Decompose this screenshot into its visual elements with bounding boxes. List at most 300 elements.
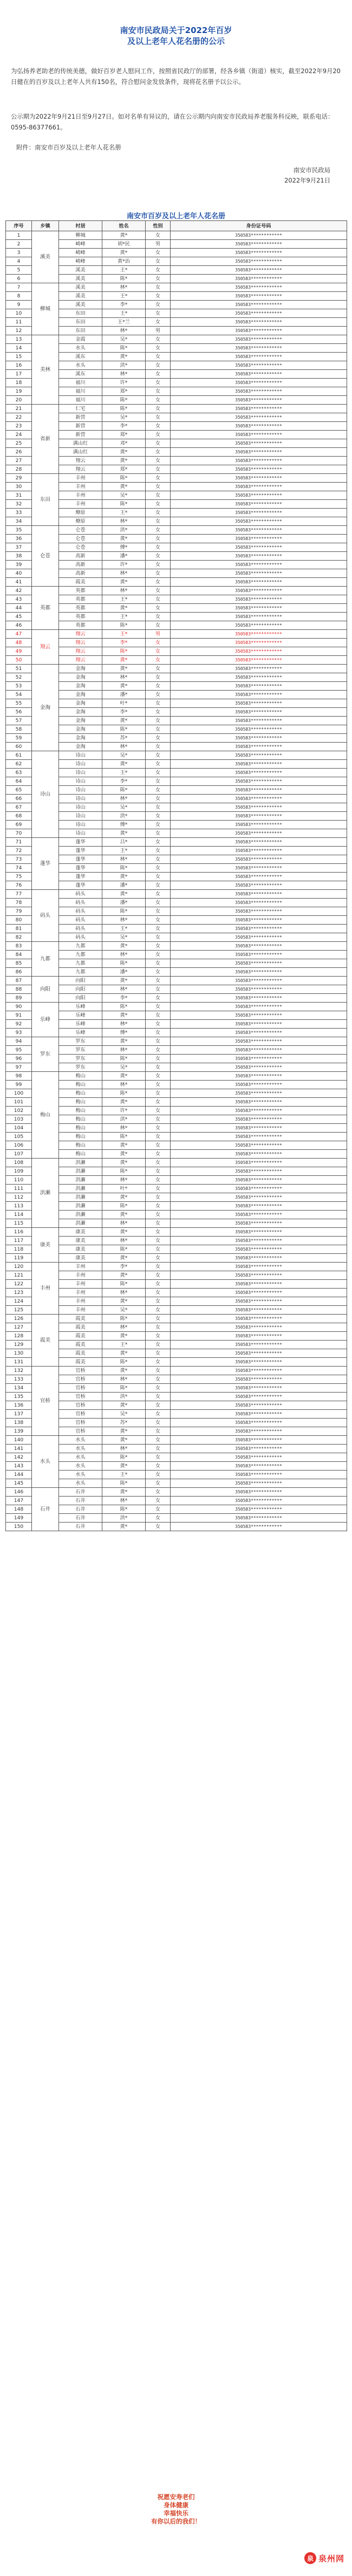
cell-gender: 女 xyxy=(146,353,171,361)
cell-name: 王* xyxy=(102,292,146,301)
cell-name: 陈* xyxy=(102,1055,146,1063)
cell-gender: 男 xyxy=(146,630,171,639)
cell-village: 金淘 xyxy=(59,673,102,682)
table-row xyxy=(6,942,347,951)
cell-index: 114 xyxy=(6,1211,32,1219)
cell-index: 8 xyxy=(6,292,32,301)
cell-index: 69 xyxy=(6,821,32,829)
cell-index: 123 xyxy=(6,1289,32,1297)
cell-index: 21 xyxy=(6,405,32,413)
cell-id-number: 350583************ xyxy=(171,803,347,812)
cell-gender: 女 xyxy=(146,422,171,431)
cell-index: 92 xyxy=(6,1020,32,1029)
cell-gender: 女 xyxy=(146,994,171,1003)
cell-index: 5 xyxy=(6,266,32,275)
cell-name: 黄* xyxy=(102,1011,146,1020)
cell-gender: 女 xyxy=(146,465,171,474)
cell-id-number: 350583************ xyxy=(171,899,347,907)
cell-village: 丰州 xyxy=(59,1271,102,1280)
cell-village: 诗山 xyxy=(59,760,102,769)
cell-name: 王* xyxy=(102,595,146,604)
cell-id-number: 350583************ xyxy=(171,1055,347,1063)
cell-gender: 女 xyxy=(146,1445,171,1453)
cell-village: 石井 xyxy=(59,1514,102,1523)
cell-name: 黄* xyxy=(102,717,146,725)
cell-gender: 女 xyxy=(146,1263,171,1271)
cell-gender: 女 xyxy=(146,691,171,699)
cell-id-number: 350583************ xyxy=(171,1020,347,1029)
table-row xyxy=(6,587,347,595)
cell-id-number: 350583************ xyxy=(171,405,347,413)
cell-id-number: 350583************ xyxy=(171,613,347,621)
cell-name: 吴* xyxy=(102,803,146,812)
cell-name: 洪* xyxy=(102,526,146,535)
cell-id-number: 350583************ xyxy=(171,977,347,985)
cell-name: 黄* xyxy=(102,483,146,491)
cell-gender: 女 xyxy=(146,717,171,725)
cell-id-number: 350583************ xyxy=(171,1245,347,1254)
cell-village: 石井 xyxy=(59,1505,102,1514)
cell-village: 罗东 xyxy=(59,1055,102,1063)
cell-village: 蓬华 xyxy=(59,838,102,847)
cell-gender: 女 xyxy=(146,1401,171,1410)
cell-index: 83 xyxy=(6,942,32,951)
cell-index: 85 xyxy=(6,959,32,968)
cell-index: 59 xyxy=(6,734,32,743)
cell-gender: 女 xyxy=(146,1081,171,1089)
cell-id-number: 350583************ xyxy=(171,621,347,630)
cell-index: 34 xyxy=(6,517,32,526)
cell-gender: 女 xyxy=(146,1211,171,1219)
cell-name: 许* xyxy=(102,379,146,387)
cell-id-number: 350583************ xyxy=(171,985,347,994)
cell-index: 81 xyxy=(6,925,32,933)
cell-gender: 女 xyxy=(146,682,171,691)
cell-town: 金淘 xyxy=(32,665,59,751)
cell-id-number: 350583************ xyxy=(171,1237,347,1245)
cell-village: 梅山 xyxy=(59,1124,102,1133)
cell-id-number: 350583************ xyxy=(171,881,347,890)
cell-id-number: 350583************ xyxy=(171,994,347,1003)
cell-id-number: 350583************ xyxy=(171,751,347,760)
cell-gender: 女 xyxy=(146,821,171,829)
cell-id-number: 350583************ xyxy=(171,743,347,751)
cell-gender: 女 xyxy=(146,743,171,751)
cell-id-number: 350583************ xyxy=(171,1211,347,1219)
cell-gender: 女 xyxy=(146,1029,171,1037)
cell-village: 英都 xyxy=(59,595,102,604)
cell-name: 王* xyxy=(102,1341,146,1349)
cell-gender: 女 xyxy=(146,907,171,916)
cell-village: 霞美 xyxy=(59,1349,102,1358)
cell-index: 45 xyxy=(6,613,32,621)
cell-name: 陈* xyxy=(102,474,146,483)
cell-index: 112 xyxy=(6,1193,32,1202)
cell-gender: 女 xyxy=(146,457,171,465)
cell-id-number: 350583************ xyxy=(171,1046,347,1055)
cell-gender: 女 xyxy=(146,1471,171,1479)
cell-id-number: 350583************ xyxy=(171,673,347,682)
cell-id-number: 350583************ xyxy=(171,864,347,873)
cell-index: 116 xyxy=(6,1228,32,1237)
cell-id-number: 350583************ xyxy=(171,1271,347,1280)
cell-village: 翔云 xyxy=(59,647,102,656)
cell-village: 乐峰 xyxy=(59,1011,102,1020)
cell-village: 金淘 xyxy=(59,725,102,734)
cell-village: 溪美 xyxy=(59,266,102,275)
cell-gender: 女 xyxy=(146,1124,171,1133)
cell-index: 84 xyxy=(6,951,32,959)
cell-gender: 女 xyxy=(146,777,171,786)
cell-id-number: 350583************ xyxy=(171,769,347,777)
cell-index: 6 xyxy=(6,275,32,283)
cell-gender: 女 xyxy=(146,1436,171,1445)
cell-gender: 女 xyxy=(146,1228,171,1237)
cell-town: 石井 xyxy=(32,1488,59,1531)
cell-name: 傅* xyxy=(102,1029,146,1037)
table-row xyxy=(6,1488,347,1497)
cell-village: 官桥 xyxy=(59,1384,102,1393)
cell-village: 丰州 xyxy=(59,491,102,500)
cell-id-number: 350583************ xyxy=(171,847,347,855)
cell-gender: 女 xyxy=(146,569,171,578)
notice-attachment: 附件：南安市百岁及以上老年人花名册 xyxy=(16,144,121,151)
cell-village: 蓬华 xyxy=(59,864,102,873)
cell-village: 码头 xyxy=(59,916,102,925)
cell-id-number: 350583************ xyxy=(171,335,347,344)
cell-id-number: 350583************ xyxy=(171,439,347,448)
notice-title-line2: 及以上老年人花名册的公示 xyxy=(127,36,225,46)
cell-name: 黄* xyxy=(102,1037,146,1046)
cell-gender: 女 xyxy=(146,942,171,951)
cell-village: 丰州 xyxy=(59,474,102,483)
cell-village: 仑苍 xyxy=(59,535,102,543)
cell-village: 崎峰 xyxy=(59,257,102,266)
cell-id-number: 350583************ xyxy=(171,829,347,838)
table-row xyxy=(6,1072,347,1081)
cell-village: 诗山 xyxy=(59,812,102,821)
cell-gender: 女 xyxy=(146,1384,171,1393)
cell-gender: 女 xyxy=(146,925,171,933)
cell-gender: 女 xyxy=(146,1219,171,1228)
cell-id-number: 350583************ xyxy=(171,777,347,786)
cell-village: 新营 xyxy=(59,413,102,422)
cell-name: 黄* xyxy=(102,1427,146,1436)
signature-date: 2022年9月21日 xyxy=(284,177,330,184)
cell-name: 李* xyxy=(102,994,146,1003)
cell-name: 陈* xyxy=(102,1384,146,1393)
cell-village: 水头 xyxy=(59,344,102,353)
cell-village: 翔云 xyxy=(59,639,102,647)
cell-id-number: 350583************ xyxy=(171,1176,347,1185)
cell-id-number: 350583************ xyxy=(171,1436,347,1445)
cell-index: 10 xyxy=(6,309,32,318)
cell-village: 东田 xyxy=(59,309,102,318)
cell-name: 黄* xyxy=(102,1228,146,1237)
cell-name: 林* xyxy=(102,327,146,335)
cell-gender: 女 xyxy=(146,1427,171,1436)
cell-town: 霞美 xyxy=(32,1315,59,1367)
cell-name: 李* xyxy=(102,422,146,431)
cell-gender: 女 xyxy=(146,561,171,569)
cell-village: 乐峰 xyxy=(59,1003,102,1011)
cell-gender: 女 xyxy=(146,1185,171,1193)
cell-name: 陈* xyxy=(102,1280,146,1289)
cell-village: 水头 xyxy=(59,1453,102,1462)
cell-id-number: 350583************ xyxy=(171,396,347,405)
cell-name: 黄* xyxy=(102,942,146,951)
cell-name: 林* xyxy=(102,743,146,751)
cell-gender: 女 xyxy=(146,1453,171,1462)
cell-id-number: 350583************ xyxy=(171,1514,347,1523)
cell-name: 黄* xyxy=(102,1211,146,1219)
cell-id-number: 350583************ xyxy=(171,353,347,361)
cell-name: 黄* xyxy=(102,656,146,665)
cell-id-number: 350583************ xyxy=(171,795,347,803)
table-row xyxy=(6,335,347,344)
cell-index: 75 xyxy=(6,873,32,881)
cell-index: 32 xyxy=(6,500,32,509)
cell-index: 137 xyxy=(6,1410,32,1419)
cell-village: 满山红 xyxy=(59,448,102,457)
cell-name: 黄* xyxy=(102,604,146,613)
cell-id-number: 350583************ xyxy=(171,1029,347,1037)
cell-village: 霞美 xyxy=(59,1332,102,1341)
cell-index: 18 xyxy=(6,379,32,387)
cell-index: 132 xyxy=(6,1367,32,1375)
cell-village: 霞美 xyxy=(59,1323,102,1332)
cell-index: 29 xyxy=(6,474,32,483)
table-row xyxy=(6,474,347,483)
cell-name: 许* xyxy=(102,561,146,569)
cell-village: 九都 xyxy=(59,959,102,968)
cell-name: 黄* xyxy=(102,682,146,691)
cell-id-number: 350583************ xyxy=(171,1133,347,1141)
cell-index: 52 xyxy=(6,673,32,682)
cell-id-number: 350583************ xyxy=(171,431,347,439)
cell-town: 英都 xyxy=(32,587,59,630)
cell-index: 41 xyxy=(6,578,32,587)
cell-id-number: 350583************ xyxy=(171,1037,347,1046)
cell-village: 水头 xyxy=(59,1479,102,1488)
cell-gender: 男 xyxy=(146,240,171,249)
cell-gender: 女 xyxy=(146,1245,171,1254)
cell-gender: 女 xyxy=(146,1098,171,1107)
cell-name: 黄* xyxy=(102,1193,146,1202)
cell-index: 138 xyxy=(6,1419,32,1427)
cell-village: 溪美 xyxy=(59,275,102,283)
cell-gender: 女 xyxy=(146,1497,171,1505)
cell-village: 仑苍 xyxy=(59,526,102,535)
cell-id-number: 350583************ xyxy=(171,1167,347,1176)
cell-index: 76 xyxy=(6,881,32,890)
cell-index: 102 xyxy=(6,1107,32,1115)
footer-message xyxy=(114,2493,238,2526)
cell-id-number: 350583************ xyxy=(171,1323,347,1332)
cell-name: 王* xyxy=(102,1471,146,1479)
cell-gender: 女 xyxy=(146,1202,171,1211)
cell-gender: 女 xyxy=(146,933,171,942)
cell-gender: 女 xyxy=(146,1089,171,1098)
cell-name: 邓* xyxy=(102,439,146,448)
cell-gender: 女 xyxy=(146,855,171,864)
footer-line-1: 祝愿安寿老们 xyxy=(157,2493,195,2501)
cell-village: 官桥 xyxy=(59,1427,102,1436)
table-row xyxy=(6,1367,347,1375)
cell-index: 135 xyxy=(6,1393,32,1401)
cell-gender: 女 xyxy=(146,249,171,257)
cell-village: 仁宅 xyxy=(59,405,102,413)
cell-gender: 女 xyxy=(146,795,171,803)
cell-village: 霞美 xyxy=(59,1358,102,1367)
cell-id-number: 350583************ xyxy=(171,517,347,526)
cell-index: 66 xyxy=(6,795,32,803)
cell-gender: 女 xyxy=(146,890,171,899)
cell-gender: 女 xyxy=(146,1046,171,1055)
cell-village: 满山红 xyxy=(59,439,102,448)
cell-gender: 女 xyxy=(146,881,171,890)
cell-id-number: 350583************ xyxy=(171,491,347,500)
cell-index: 22 xyxy=(6,413,32,422)
cell-name: 林* xyxy=(102,1323,146,1332)
cell-gender: 女 xyxy=(146,1037,171,1046)
cell-name: 陈* xyxy=(102,1133,146,1141)
table-row xyxy=(6,1228,347,1237)
cell-id-number: 350583************ xyxy=(171,951,347,959)
cell-gender: 女 xyxy=(146,1349,171,1358)
cell-gender: 女 xyxy=(146,647,171,656)
cell-village: 洪濑 xyxy=(59,1202,102,1211)
cell-village: 金淘 xyxy=(59,665,102,673)
cell-index: 4 xyxy=(6,257,32,266)
notice-title-line1: 南安市民政局关于2022年百岁 xyxy=(120,25,232,35)
cell-town: 洪濑 xyxy=(32,1159,59,1228)
cell-village: 诗山 xyxy=(59,795,102,803)
cell-name: 苏* xyxy=(102,1419,146,1427)
cell-gender: 女 xyxy=(146,786,171,795)
cell-gender: 女 xyxy=(146,1505,171,1514)
cell-id-number: 350583************ xyxy=(171,1332,347,1341)
cell-village: 丰州 xyxy=(59,1297,102,1306)
cell-index: 115 xyxy=(6,1219,32,1228)
cell-name: 林* xyxy=(102,795,146,803)
cell-gender: 女 xyxy=(146,309,171,318)
cell-town: 美林 xyxy=(32,335,59,405)
cell-gender: 女 xyxy=(146,361,171,370)
cell-village: 溪东 xyxy=(59,370,102,379)
cell-name: 傅* xyxy=(102,543,146,552)
cell-town: 梅山 xyxy=(32,1072,59,1159)
cell-name: 黄* xyxy=(102,1349,146,1358)
cell-gender: 女 xyxy=(146,1315,171,1323)
cell-village: 官桥 xyxy=(59,1375,102,1384)
cell-id-number: 350583************ xyxy=(171,933,347,942)
cell-index: 87 xyxy=(6,977,32,985)
cell-name: 黄* xyxy=(102,1072,146,1081)
cell-index: 99 xyxy=(6,1081,32,1089)
cell-id-number: 350583************ xyxy=(171,1523,347,1531)
cell-index: 51 xyxy=(6,665,32,673)
cell-id-number: 350583************ xyxy=(171,665,347,673)
cell-id-number: 350583************ xyxy=(171,543,347,552)
cell-village: 水头 xyxy=(59,361,102,370)
cell-village: 码头 xyxy=(59,899,102,907)
cell-id-number: 350583************ xyxy=(171,327,347,335)
cell-index: 12 xyxy=(6,327,32,335)
brand-logo-text: 泉州网 xyxy=(318,2553,344,2564)
cell-index: 144 xyxy=(6,1471,32,1479)
cell-village: 蓬华 xyxy=(59,855,102,864)
cell-gender: 女 xyxy=(146,509,171,517)
cell-name: 林* xyxy=(102,673,146,682)
cell-name: 林* xyxy=(102,1375,146,1384)
cell-name: 洪* xyxy=(102,812,146,821)
cell-name: 黄* xyxy=(102,1401,146,1410)
cell-id-number: 350583************ xyxy=(171,1488,347,1497)
cell-gender: 女 xyxy=(146,829,171,838)
cell-village: 洪濑 xyxy=(59,1185,102,1193)
cell-id-number: 350583************ xyxy=(171,1193,347,1202)
cell-name: 吕* xyxy=(102,838,146,847)
cell-id-number: 350583************ xyxy=(171,1358,347,1367)
cell-name: 王* xyxy=(102,266,146,275)
cell-town: 码头 xyxy=(32,890,59,942)
cell-index: 128 xyxy=(6,1332,32,1341)
cell-name: 陈* xyxy=(102,396,146,405)
cell-village: 水头 xyxy=(59,1471,102,1479)
cell-id-number: 350583************ xyxy=(171,1202,347,1211)
cell-name: 潘* xyxy=(102,881,146,890)
cell-index: 40 xyxy=(6,569,32,578)
cell-id-number: 350583************ xyxy=(171,1185,347,1193)
cell-id-number: 350583************ xyxy=(171,552,347,561)
cell-index: 93 xyxy=(6,1029,32,1037)
cell-gender: 女 xyxy=(146,751,171,760)
cell-gender: 女 xyxy=(146,1063,171,1072)
cell-village: 霞美 xyxy=(59,578,102,587)
cell-village: 石井 xyxy=(59,1497,102,1505)
cell-village: 九都 xyxy=(59,968,102,977)
cell-id-number: 350583************ xyxy=(171,604,347,613)
cell-index: 100 xyxy=(6,1089,32,1098)
cell-id-number: 350583************ xyxy=(171,1098,347,1107)
cell-index: 86 xyxy=(6,968,32,977)
table-row xyxy=(6,890,347,899)
cell-gender: 女 xyxy=(146,1254,171,1263)
cell-village: 金淘 xyxy=(59,708,102,717)
cell-village: 金霞 xyxy=(59,335,102,344)
cell-name: 陈* xyxy=(102,1479,146,1488)
cell-village: 丰州 xyxy=(59,483,102,491)
cell-gender: 女 xyxy=(146,838,171,847)
cell-id-number: 350583************ xyxy=(171,1427,347,1436)
cell-village: 官桥 xyxy=(59,1419,102,1427)
cell-id-number: 350583************ xyxy=(171,647,347,656)
cell-name: 陈* xyxy=(102,864,146,873)
cell-id-number: 350583************ xyxy=(171,266,347,275)
roster-header-row xyxy=(6,221,347,231)
cell-id-number: 350583************ xyxy=(171,760,347,769)
cell-index: 105 xyxy=(6,1133,32,1141)
cell-id-number: 350583************ xyxy=(171,1072,347,1081)
cell-gender: 女 xyxy=(146,1141,171,1150)
cell-index: 140 xyxy=(6,1436,32,1445)
cell-index: 39 xyxy=(6,561,32,569)
cell-index: 122 xyxy=(6,1280,32,1289)
cell-id-number: 350583************ xyxy=(171,318,347,327)
cell-village: 洪濑 xyxy=(59,1193,102,1202)
cell-gender: 女 xyxy=(146,769,171,777)
